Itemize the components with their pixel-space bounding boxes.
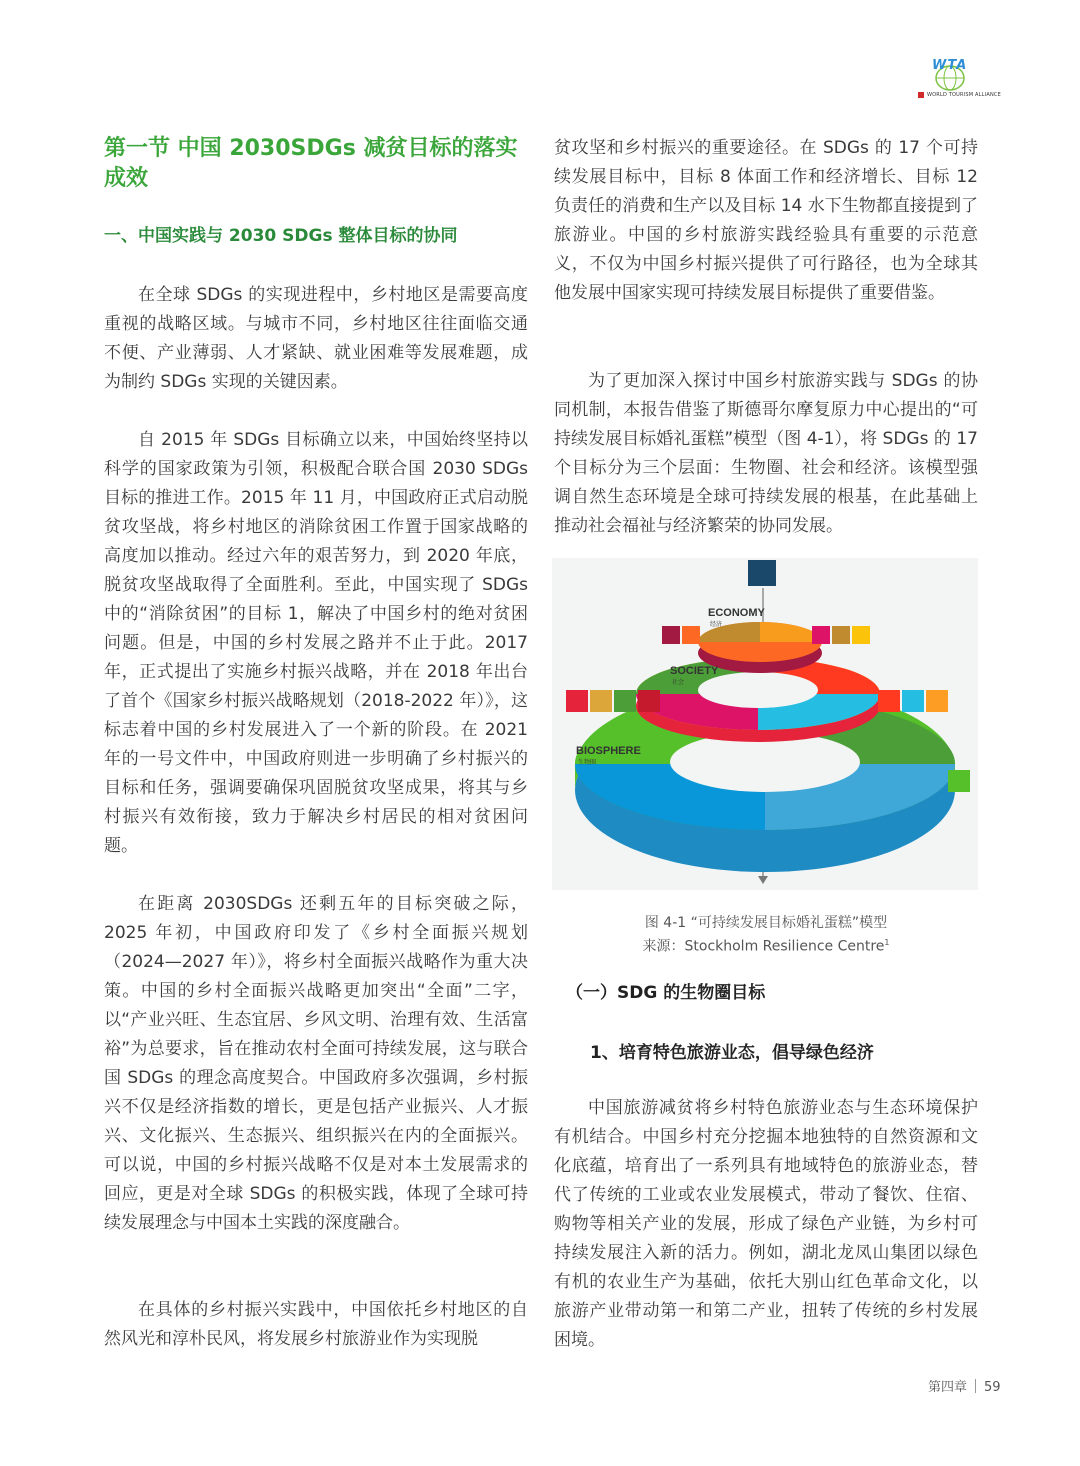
caption-line2: 来源：Stockholm Resilience Centre — [642, 938, 885, 955]
wedding-cake-illustration — [552, 558, 978, 890]
left-paragraph-4: 在具体的乡村振兴实践中，中国依托乡村地区的自然风光和淳朴民风，将发展乡村旅游业作为实现脱 — [104, 1300, 528, 1349]
wta-logo — [918, 58, 1001, 102]
economy-cn-label: 经济 — [710, 621, 723, 628]
heading-biosphere: （一）SDG 的生物圈目标 — [566, 983, 766, 1003]
page-number: 59 — [984, 1380, 1001, 1395]
logo-text: WTA — [932, 58, 968, 73]
right-paragraph-2: 为了更加深入探讨中国乡村旅游实践与 SDGs 的协同机制，本报告借鉴了斯德哥尔摩复原力中心提出的“可持续发展目标婚礼蛋糕”模型（图 4-1），将 SDGs 的 17 个目标分为三个层面：生物圈、社会和经济。该模型强调自然生态环境是全球可持续发展的根基，在此基础上推动社会福祉与经济繁荣的协同发展。 — [554, 371, 978, 536]
logo-red-square — [918, 92, 924, 98]
subsection-title: 一、中国实践与 2030 SDGs 整体目标的协同 — [104, 226, 458, 246]
logo-subtext: WORLD TOURISM ALLIANCE — [927, 92, 1001, 98]
footer-divider — [975, 1379, 976, 1393]
sdg-wedding-cake-figure — [552, 558, 978, 890]
biosphere-label: BIOSPHERE — [576, 745, 641, 757]
biosphere-cn-label: 生物圈 — [578, 759, 597, 766]
figure-caption — [554, 914, 978, 957]
caption-line1: 图 4-1 “可持续发展目标婚礼蛋糕”模型 — [644, 915, 888, 931]
caption-footnote-ref: 1 — [884, 938, 890, 947]
right-paragraph-1: 贫攻坚和乡村振兴的重要途径。在 SDGs 的 17 个可持续发展目标中，目标 8 体面工作和经济增长、目标 12 负责任的消费和生产以及目标 14 水下生物都直接提到了旅游业。中国的乡村旅游实践经验具有重要的示范意义，不仅为中国乡村振兴提供了可行路径，也为全球其他发展中国家实现可持续发展目标提供了重要借鉴。 — [554, 138, 978, 303]
footer-chapter: 第四章 — [928, 1380, 968, 1395]
heading-1: 1、培育特色旅游业态，倡导绿色经济 — [590, 1043, 874, 1063]
left-paragraph-2: 自 2015 年 SDGs 目标确立以来，中国始终坚持以科学的国家政策为引领，积极配合联合国 2030 SDGs 目标的推进工作。2015 年 11 月，中国政府正式启动脱贫攻坚战，将乡村地区的消除贫困工作置于国家战略的高度加以推动。经过六年的艰苦努力，到 2020 年底，脱贫攻坚战取得了全面胜利。至此，中国实现了 SDGs 中的“消除贫困”的目标 1，解决了中国乡村的绝对贫困问题。但是，中国的乡村发展之路并不止于此。2017 年，正式提出了实施乡村振兴战略，并在 2018 年出台了首个《国家乡村振兴战略规划（2018-2022 年）》，这标志着中国的乡村发展进入了一个新的阶段。在 2021 年的一号文件中，中国政府则进一步明确了乡村振兴的目标和任务，强调要确保巩固脱贫攻坚成果，将其与乡村振兴有效衔接，致力于解决乡村居民的相对贫困问题。 — [104, 430, 528, 856]
left-paragraph-3: 在距离 2030SDGs 还剩五年的目标突破之际，2025 年初，中国政府印发了《乡村全面振兴规划（2024—2027 年）》，将乡村全面振兴战略作为重大决策。中国的乡村全面振兴战略更加突出“全面”二字，以“产业兴旺、生态宜居、乡风文明、治理有效、生活富裕”为总要求，旨在推动农村全面可持续发展，这与联合国 SDGs 的理念高度契合。中国政府多次强调，乡村振兴不仅是经济指数的增长，更是包括产业振兴、人才振兴、文化振兴、生态振兴、组织振兴在内的全面振兴。可以说，中国的乡村振兴战略不仅是对本土发展需求的回应，更是对全球 SDGs 的积极实践，体现了全球可持续发展理念与中国本土实践的深度融合。 — [104, 894, 528, 1233]
society-cn-label: 社会 — [672, 679, 685, 686]
society-label: SOCIETY — [670, 665, 719, 677]
section-title: 第一节 中国 2030SDGs 减贫目标的落实成效 — [104, 136, 518, 191]
page-footer — [928, 1376, 1001, 1395]
sdg17-tile — [748, 560, 776, 586]
right-paragraph-3: 中国旅游减贫将乡村特色旅游业态与生态环境保护有机结合。中国乡村充分挖掘本地独特的自然资源和文化底蕴，培育出了一系列具有地域特色的旅游业态，替代了传统的工业或农业发展模式，带动了餐饮、住宿、购物等相关产业的发展，形成了绿色产业链，为乡村可持续发展注入新的活力。例如，湖北龙凤山集团以绿色有机的农业生产为基础，依托大别山红色革命文化，以旅游产业带动第一和第二产业，扭转了传统的乡村发展困境。 — [554, 1098, 978, 1350]
economy-label: ECONOMY — [708, 607, 765, 619]
left-paragraph-1: 在全球 SDGs 的实现进程中，乡村地区是需要高度重视的战略区域。与城市不同，乡村地区往往面临交通不便、产业薄弱、人才紧缺、就业困难等发展难题，成为制约 SDGs 实现的关键因素。 — [104, 285, 528, 392]
